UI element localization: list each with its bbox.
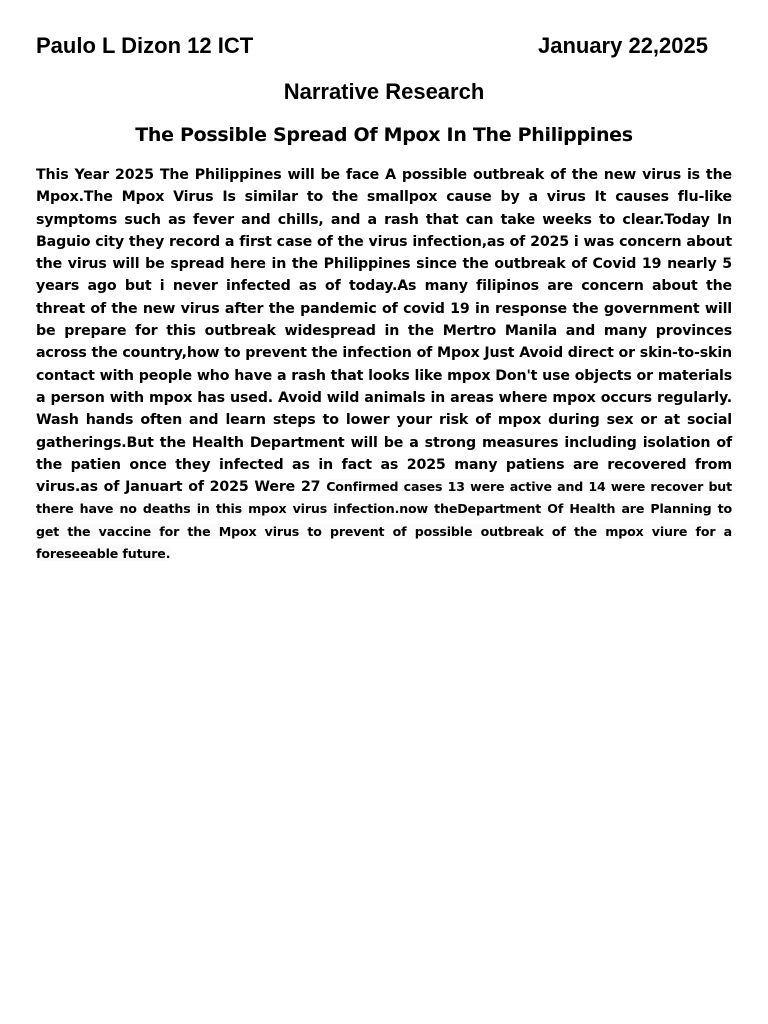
document-header <box>36 33 708 59</box>
body-tail-text: Confirmed cases 13 were active and 14 were recover but there have no deaths in this mpox virus infection.now theDepartment Of Health are Planning to get the vaccine for the Mpox virus to prevent of possible outbreak of the mpox viure for a foreseeable future. <box>36 479 732 562</box>
date-line: January 22,2025 <box>537 33 708 58</box>
document-subtitle: The Possible Spread Of Mpox In The Philippines <box>135 124 633 146</box>
body-main-text: This Year 2025 The Philippines will be face A possible outbreak of the new virus is the Mpox.The Mpox Virus Is similar to the smallpox cause by a virus It causes flu-like symptoms such as fever and chills, and a rash that can take weeks to clear.Today In Baguio city they record a first case of the virus infection,as of 2025 i was concern about the virus will be spread here in the Philippines since the outbreak of Covid 19 nearly 5 years ago but i never infected as of today.As many filipinos are concern about the threat of the new virus after the pandemic of covid 19 in response the government will be prepare for this outbreak widespread in the Mertro Manila and many provinces across the country,how to prevent the infection of Mpox Just Avoid direct or skin-to-skin contact with people who have a rash that looks like mpox Don't use objects or materials a person with mpox has used. Avoid wild animals in areas where mpox occurs regularly. Wash hands often and learn steps to lower your risk of mpox during sex or at social gatherings.But the Health Department will be a strong measures including isolation of the patien once they infected as in fact as 2025 many patiens are recovered from virus.as of Januart of 2025 Were 27 <box>36 167 732 496</box>
document-title: Narrative Research <box>283 79 485 104</box>
author-line: Paulo L Dizon 12 ICT <box>36 33 254 58</box>
body-paragraph <box>36 164 732 565</box>
